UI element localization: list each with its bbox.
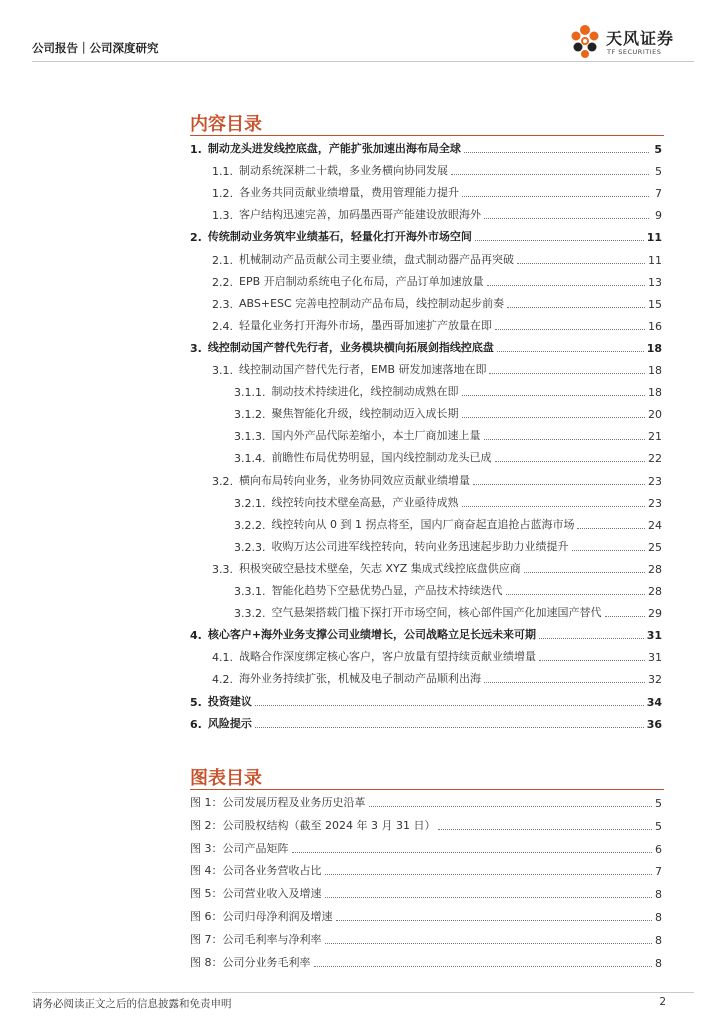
figure-entry[interactable]	[190, 881, 662, 901]
toc-entry-page: 11	[646, 231, 662, 245]
figure-entry-page: 8	[655, 911, 662, 924]
dot-leader	[255, 705, 644, 706]
toc-entry[interactable]	[212, 247, 662, 267]
toc-entry[interactable]	[212, 556, 662, 576]
dot-leader	[325, 874, 653, 875]
toc-entry[interactable]	[212, 158, 662, 178]
dot-leader	[487, 285, 645, 286]
dot-leader	[325, 897, 653, 898]
toc-entry[interactable]	[234, 490, 662, 510]
figure-entry-page: 5	[655, 819, 662, 833]
toc-entry-page: 18	[646, 341, 662, 355]
toc-entry-page: 36	[646, 717, 662, 731]
toc-entry-title: 收购万达公司进军线控转向，转向业务迅速起步助力业绩提升	[271, 539, 569, 553]
dot-leader	[314, 966, 653, 967]
toc-entry-title: 线控制动国产替代先行者，EMB 研发加速落地在即	[239, 363, 487, 376]
toc-entry-title: 战略合作深度绑定核心客户，客户放量有望持续贡献业绩增量	[239, 650, 536, 664]
dot-leader	[572, 550, 646, 551]
figure-entry-page: 5	[655, 797, 662, 810]
toc-entry-number: 3.1.3.	[234, 430, 266, 444]
toc-entry-page: 28	[648, 585, 662, 598]
toc-entry-page: 22	[648, 452, 662, 466]
toc-entry[interactable]	[234, 600, 662, 620]
dot-leader	[484, 218, 649, 219]
toc-entry-page: 5	[655, 165, 662, 179]
toc-entry[interactable]	[234, 401, 662, 421]
toc-entry-title: 前瞻性布局优势明显，国内线控制动龙头已成	[271, 451, 492, 465]
dot-leader	[325, 943, 653, 944]
dot-leader	[438, 829, 652, 830]
figure-entry-page: 8	[655, 933, 662, 947]
dot-leader	[489, 373, 645, 374]
dot-leader	[255, 727, 644, 728]
toc-entry-title: 线控转向从 0 到 1 拐点将至，国内厂商奋起直追抢占蓝海市场	[271, 517, 575, 531]
toc-entry-number: 6.	[190, 717, 202, 731]
toc-entry-number: 1.1.	[212, 165, 233, 179]
toc-entry-page: 32	[648, 673, 662, 687]
dot-leader	[464, 152, 649, 153]
toc-entry-page: 31	[646, 629, 662, 643]
figure-entry-title: 图 6：公司归母净利润及增速	[190, 910, 333, 923]
toc-entry[interactable]	[212, 468, 662, 488]
toc-entry-page: 21	[648, 430, 662, 444]
dot-leader	[484, 439, 646, 440]
dot-leader	[451, 174, 649, 175]
company-logo	[566, 22, 696, 60]
toc-entry-number: 2.2.	[212, 275, 233, 289]
dot-leader	[484, 682, 645, 683]
toc-entry-number: 5.	[190, 695, 202, 709]
toc-entry-title: 轻量化业务打开海外市场，墨西哥加速扩产放量在即	[239, 318, 492, 332]
dot-leader	[539, 660, 645, 661]
toc-entry-number: 3.1.1.	[234, 386, 266, 400]
toc-entry-title: EPB 开启制动系统电子化布局，产品订单加速放量	[239, 274, 484, 288]
toc-title: 内容目录	[190, 114, 262, 135]
toc-entry[interactable]	[212, 666, 662, 686]
toc-entry-number: 3.1.4.	[234, 452, 266, 466]
toc-entry-number: 1.2.	[212, 187, 233, 201]
footer-divider	[32, 992, 694, 993]
toc-entry-number: 4.2.	[212, 673, 233, 687]
dot-leader	[292, 852, 653, 853]
toc-entry-page: 5	[654, 143, 662, 156]
toc-entry-number: 3.1.	[212, 364, 233, 377]
toc-entry[interactable]	[212, 180, 662, 200]
toc-entry-number: 3.2.3.	[234, 540, 266, 554]
toc-entry-number: 2.1.	[212, 253, 233, 267]
figure-entry-page: 7	[655, 865, 662, 879]
flower-logo-icon	[566, 22, 604, 60]
toc-entry-page: 7	[655, 187, 662, 201]
toc-entry-number: 1.	[190, 143, 202, 156]
toc-entry-page: 28	[648, 562, 662, 576]
toc-entry[interactable]	[190, 689, 662, 709]
dot-leader	[497, 351, 644, 352]
dot-leader	[462, 196, 649, 197]
toc-entry-page: 24	[648, 518, 662, 532]
toc-entry[interactable]	[234, 379, 662, 399]
figure-entry-page: 8	[655, 956, 662, 970]
figure-entry[interactable]	[190, 950, 662, 970]
toc-entry-title: 制动技术持续进化，线控制动成熟在即	[271, 385, 459, 399]
toc-entry-page: 11	[648, 253, 662, 267]
toc-entry-title: 客户结构迅速完善，加码墨西哥产能建设放眼海外	[239, 208, 481, 222]
toc-entry[interactable]	[234, 445, 662, 465]
toc-entry-title: 风险提示	[207, 716, 252, 730]
toc-entry[interactable]	[212, 644, 662, 664]
toc-entry[interactable]	[234, 512, 662, 532]
dot-leader	[336, 920, 653, 921]
toc-entry-number: 1.3.	[212, 209, 233, 223]
toc-entry[interactable]	[212, 357, 662, 377]
figure-entry-title: 图 1：公司发展历程及业务历史沿革	[190, 796, 366, 809]
dot-leader	[473, 484, 645, 485]
toc-entry-title: 传统制动业务筑牢业绩基石，轻量化打开海外市场空间	[207, 230, 472, 244]
toc-entry-title: 聚焦智能化升级，线控制动迈入成长期	[271, 407, 459, 421]
toc-entry-page: 31	[648, 651, 662, 665]
figure-entry-page: 6	[655, 842, 662, 856]
toc-entry-page: 23	[648, 474, 662, 488]
dot-leader	[577, 528, 645, 529]
toc-entry-number: 2.4.	[212, 319, 233, 333]
figure-entry-title: 图 4：公司各业务营收占比	[190, 864, 322, 878]
toc-entry-number: 3.	[190, 341, 202, 355]
dot-leader	[475, 240, 644, 241]
toc-entry-title: 核心客户+海外业务支撑公司业绩增长，公司战略立足长远未来可期	[207, 628, 537, 642]
page-number: 2	[659, 996, 666, 1008]
toc-entry-number: 2.3.	[212, 297, 233, 311]
figure-entry[interactable]	[190, 836, 662, 856]
logo-chinese-name: 天风证券	[606, 29, 675, 48]
toc-entry-page: 18	[648, 386, 662, 400]
toc-entry[interactable]	[234, 578, 662, 598]
dot-leader	[517, 263, 645, 264]
figure-entry-title: 图 5：公司营业收入及增速	[190, 887, 322, 901]
disclaimer-text: 请务必阅读正文之后的信息披露和免责申明	[32, 998, 232, 1010]
toc-entry-page: 20	[648, 408, 662, 422]
toc-entry-page: 18	[648, 364, 662, 377]
toc-entry-title: 横向布局转向业务，业务协同效应贡献业绩增量	[239, 473, 470, 487]
dot-leader	[524, 572, 645, 573]
dot-leader	[539, 638, 644, 639]
toc-entry-page: 23	[648, 496, 662, 510]
toc-entry-title: 制动系统深耕二十载，多业务横向协同发展	[239, 164, 448, 178]
toc-entry[interactable]	[190, 136, 662, 156]
toc-entry-title: 积极突破空悬技术壁垒，矢志 XYZ 集成式线控底盘供应商	[239, 561, 521, 575]
logo-english-name: TF SECURITIES	[607, 48, 662, 56]
toc-entry-number: 3.2.1.	[234, 496, 266, 510]
toc-entry-title: 机械制动产品贡献公司主要业绩，盘式制动器产品再突破	[239, 252, 514, 266]
dot-leader	[605, 616, 646, 617]
figure-entry-title: 图 8：公司分业务毛利率	[190, 955, 311, 969]
toc-entry-number: 3.2.	[212, 474, 233, 488]
toc-entry-page: 16	[648, 319, 662, 333]
dot-leader	[507, 307, 645, 308]
toc-entry[interactable]	[212, 313, 662, 333]
toc-entry-number: 3.1.2.	[234, 408, 266, 422]
dot-leader	[462, 395, 646, 396]
toc-entry[interactable]	[234, 423, 662, 443]
toc-entry-page: 15	[648, 297, 662, 311]
toc-entry-title: 智能化趋势下空悬优势凸显，产品技术持续迭代	[271, 584, 503, 597]
toc-entry-page: 34	[646, 695, 662, 709]
toc-entry[interactable]	[212, 269, 662, 289]
toc-entry-title: 国内外产品代际差缩小，本土厂商加速上量	[271, 429, 481, 443]
toc-entry[interactable]	[190, 335, 662, 355]
toc-entry-page: 9	[655, 209, 662, 223]
header-divider	[32, 61, 694, 62]
toc-entry-title: 空气悬架搭载门槛下探打开市场空间，核心部件国产化加速国产替代	[271, 606, 602, 620]
toc-entry-title: 各业务共同贡献业绩增量，费用管理能力提升	[239, 186, 459, 200]
figure-entry[interactable]	[190, 813, 662, 833]
toc-entry-number: 3.3.	[212, 562, 233, 576]
toc-entry-title: 线控制动国产替代先行者，业务模块横向拓展剑指线控底盘	[207, 340, 494, 354]
toc-entry-page: 13	[648, 275, 662, 289]
dot-leader	[369, 806, 653, 807]
toc-entry[interactable]	[212, 202, 662, 222]
toc-entry-title: ABS+ESC 完善电控制动产品布局，线控制动起步前奏	[239, 296, 505, 310]
toc-entry-title: 线控转向技术壁垒高悬，产业亟待成熟	[271, 495, 459, 509]
toc-entry-number: 4.1.	[212, 651, 233, 665]
figure-entry[interactable]	[190, 790, 662, 810]
toc-entry-title: 投资建议	[207, 694, 252, 708]
toc-entry-number: 3.2.2.	[234, 518, 266, 532]
dot-leader	[462, 417, 646, 418]
report-type-label: 公司报告｜公司深度研究	[32, 41, 159, 55]
figures-title: 图表目录	[190, 768, 262, 789]
figure-entry-title: 图 7：公司毛利率与净利率	[190, 932, 322, 946]
toc-entry-number: 4.	[190, 629, 202, 643]
dot-leader	[462, 506, 646, 507]
toc-entry-page: 25	[648, 540, 662, 554]
dot-leader	[495, 329, 645, 330]
figure-entry-page: 8	[655, 888, 662, 902]
toc-entry[interactable]	[212, 291, 662, 311]
toc-entry[interactable]	[234, 534, 662, 554]
toc-entry-title: 制动龙头进发线控底盘，产能扩张加速出海布局全球	[207, 142, 461, 155]
toc-entry-page: 29	[648, 607, 662, 621]
figure-entry-title: 图 2：公司股权结构（截至 2024 年 3 月 31 日）	[190, 818, 436, 832]
toc-entry-number: 2.	[190, 231, 202, 245]
figure-entry[interactable]	[190, 904, 662, 924]
figure-entry-title: 图 3：公司产品矩阵	[190, 841, 289, 855]
toc-entry-number: 3.3.2.	[234, 607, 266, 621]
figure-entry[interactable]	[190, 858, 662, 878]
dot-leader	[506, 594, 646, 595]
toc-entry-number: 3.3.1.	[234, 585, 266, 598]
toc-entry[interactable]	[190, 622, 662, 642]
toc-entry[interactable]	[190, 224, 662, 244]
toc-entry-title: 海外业务持续扩张，机械及电子制动产品顺利出海	[239, 672, 481, 686]
figure-entry[interactable]	[190, 927, 662, 947]
toc-entry[interactable]	[190, 711, 662, 731]
dot-leader	[495, 461, 646, 462]
